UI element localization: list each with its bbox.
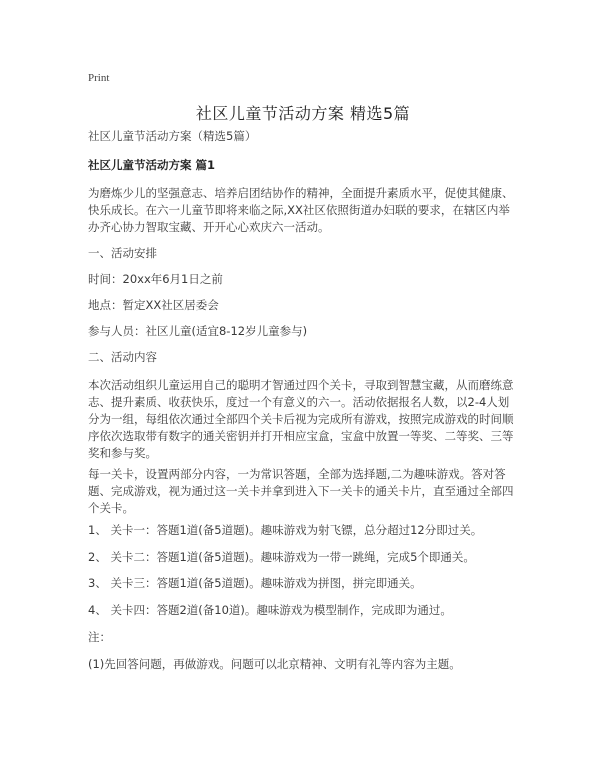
schedule-time: 时间：20xx年6月1日之前	[88, 272, 223, 286]
list-item: 3、 关卡三：答题1道(备5道题)。趣味游戏为拼图，拼完即通关。	[88, 576, 422, 590]
schedule-place: 地点：暂定XX社区居委会	[88, 298, 219, 312]
list-item: 2、 关卡二：答题1道(备5道题)。趣味游戏为一带一跳绳，完成5个即通关。	[88, 550, 475, 564]
list-item: 4、 关卡四：答题2道(备10道)。趣味游戏为模型制作，完成即为通过。	[88, 603, 452, 617]
list-item: 1、 关卡一：答题1道(备5道题)。趣味游戏为射飞镖，总分超过12分即过关。	[88, 523, 483, 537]
document-subtitle: 社区儿童节活动方案（精选5篇）	[88, 129, 257, 143]
heading-activity-content: 二、活动内容	[88, 350, 157, 364]
intro-paragraph: 为磨炼少儿的坚强意志、培养启团结协作的精神，全面提升素质水平，促使其健康、快乐成长。在六一儿童节即将来临之际,XX社区依照街道办妇联的要求，在辖区内举办齐心协力智取宝藏、开开心心欢庆六一活动。	[88, 186, 514, 234]
print-label[interactable]: Print	[88, 72, 110, 84]
page-title: 社区儿童节活动方案 精选5篇	[195, 104, 411, 123]
note-label: 注：	[88, 630, 111, 644]
note-item: (1)先回答问题，再做游戏。问题可以北京精神、文明有礼等内容为主题。	[88, 657, 461, 671]
section-heading: 社区儿童节活动方案 篇1	[88, 158, 216, 172]
schedule-participants: 参与人员：社区儿童(适宜8-12岁儿童参与)	[88, 324, 308, 338]
rules-paragraph: 每一关卡，设置两部分内容，一为常识答题，全部为选择题,二为趣味游戏。答对答题、完成游戏，视为通过这一关卡并拿到进入下一关卡的通关卡片，直至通过全部四个关卡。	[88, 467, 514, 515]
heading-activity-schedule: 一、活动安排	[88, 246, 157, 260]
content-paragraph: 本次活动组织儿童运用自己的聪明才智通过四个关卡，寻取到智慧宝藏，从而磨练意志、提升素质、收获快乐，度过一个有意义的六一。活动依据报名人数，以2-4人划分为一组，每组依次通过全部四个关卡后视为完成所有游戏，按照完成游戏的时间顺序依次选取带有数字的通关密钥并打开相应宝盒，宝盒中放置一等奖、二等奖、三等奖和参与奖。	[88, 378, 514, 460]
